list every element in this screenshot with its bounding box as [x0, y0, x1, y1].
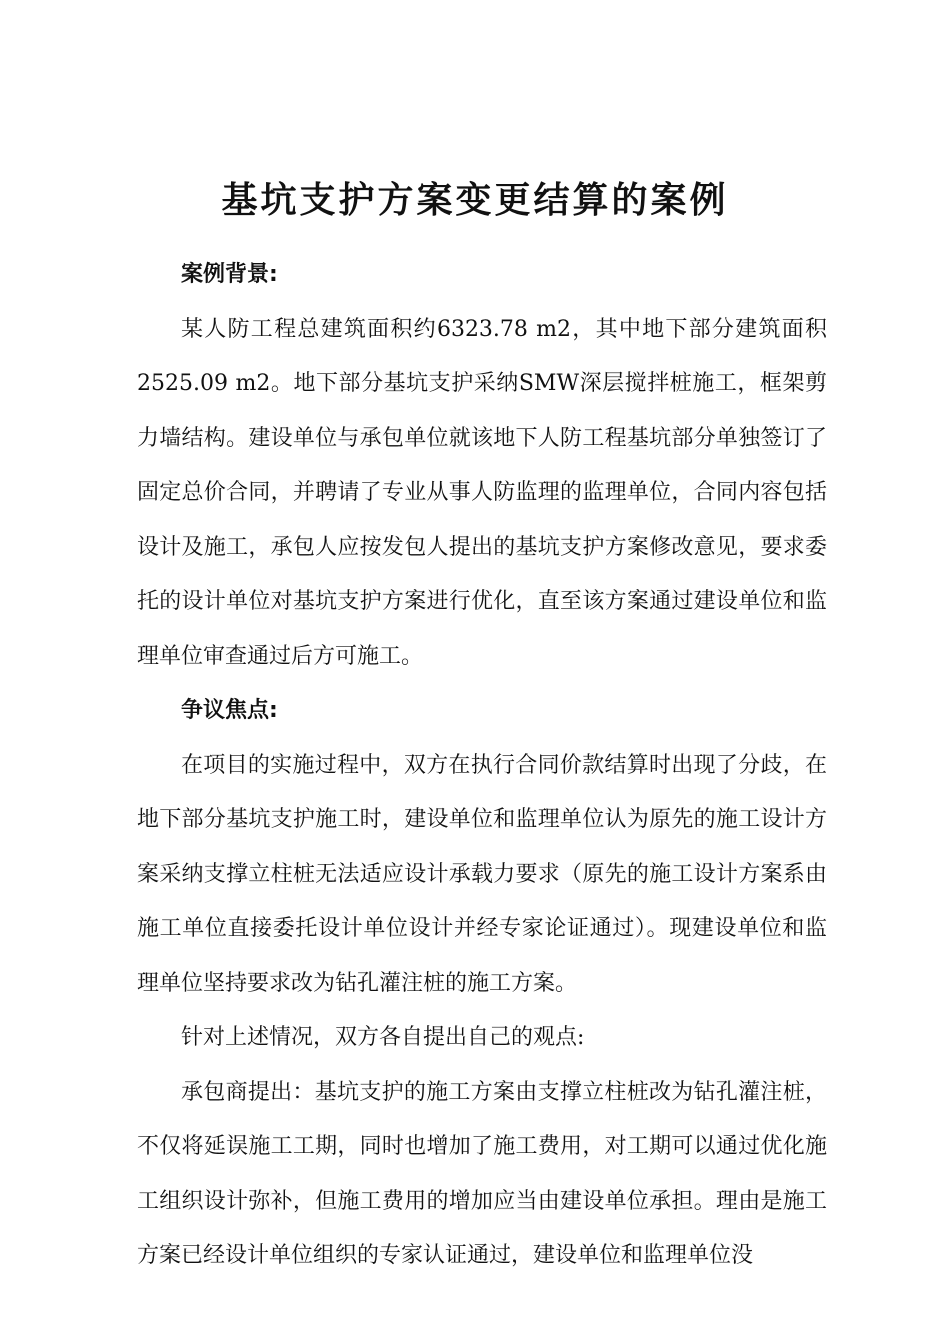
- dispute-heading: 争议焦点:: [181, 698, 278, 723]
- views-intro-paragraph: 针对上述情况，双方各自提出自己的观点:: [181, 1025, 585, 1050]
- document-body: [137, 248, 827, 1284]
- background-paragraph: 某人防工程总建筑面积约6323.78 m2，其中地下部分建筑面积2525.09 m2。地下部分基坑支护采纳SMW深层搅拌桩施工，框架剪力墙结构。建设单位与承包单位就该地下人防工程基坑部分单独签订了固定总价合同，并聘请了专业从事人防监理的监理单位，合同内容包括设计及施工，承包人应按发包人提出的基坑支护方案修改意见，要求委托的设计单位对基坑支护方案进行优化，直至该方案通过建设单位和监理单位审查通过后方可施工。: [137, 316, 827, 669]
- document-title: 基坑支护方案变更结算的案例: [221, 179, 729, 221]
- background-heading: 案例背景:: [181, 262, 278, 287]
- contractor-view-paragraph: 承包商提出：基坑支护的施工方案由支撑立柱桩改为钻孔灌注桩，不仅将延误施工工期，同时也增加了施工费用，对工期可以通过优化施工组织设计弥补，但施工费用的增加应当由建设单位承担。理由是施工方案已经设计单位组织的专家认证通过，建设单位和监理单位没: [137, 1079, 827, 1268]
- dispute-paragraph: 在项目的实施过程中，双方在执行合同价款结算时出现了分歧，在地下部分基坑支护施工时，建设单位和监理单位认为原先的施工设计方案采纳支撑立柱桩无法适应设计承载力要求（原先的施工设计方案系由施工单位直接委托设计单位设计并经专家论证通过）。现建设单位和监理单位坚持要求改为钻孔灌注桩的施工方案。: [137, 752, 827, 996]
